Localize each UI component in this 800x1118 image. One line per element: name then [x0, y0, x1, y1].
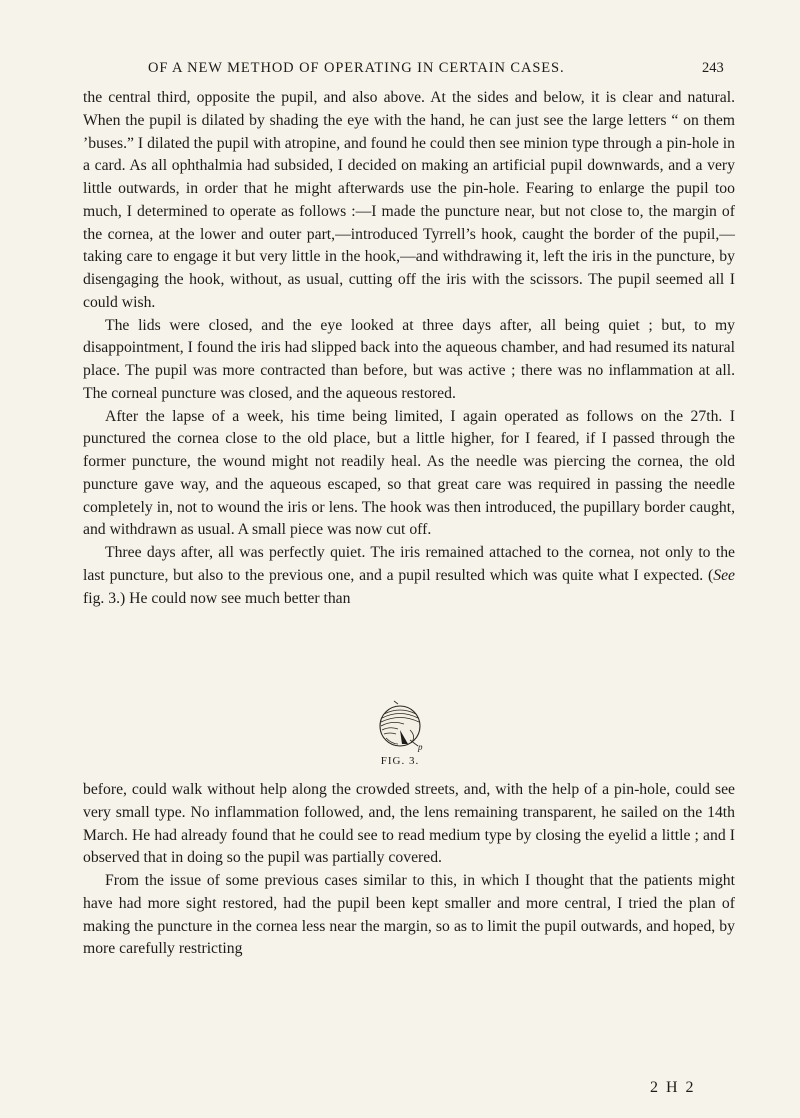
see-reference: See [713, 566, 735, 584]
paragraph-text: Three days after, all was perfectly quiet. The iris remained attached to the cornea, not only to the last puncture, but also to the previous one, and a pupil resulted which was quite what I expected. ( [83, 544, 735, 584]
paragraph: After the lapse of a week, his time being limited, I again operated as follows on the 27th. I punctured the cornea close to the old place, but a little higher, for I feared, if I passed through the former puncture, the wound might not readily heal. As the needle was piercing the cornea, the old puncture gave way, and the aqueous escaped, so that great care was required in passing the needle completely in, not to wound the iris or lens. The hook was then introduced, the pupillary border caught, and withdrawn as usual. A small piece was now cut off. [83, 407, 735, 539]
running-header [0, 60, 800, 84]
running-title: OF A NEW METHOD OF OPERATING IN CERTAIN CASES. [148, 60, 565, 76]
body-text-top [83, 87, 735, 610]
page-number: 243 [702, 60, 724, 76]
paragraph: the central third, opposite the pupil, and also above. At the sides and below, it is clear and natural. When the pupil is dilated by shading the eye with the hand, he can just see the large letters “ on them ’buses.” I dilated the pupil with atropine, and found he could then see minion type through a pin-hole in a card. As all ophthalmia had subsided, I decided on making an artificial pupil downwards, and a very little outwards, in order that he might afterwards use the pin-hole. Fearing to enlarge the pupil too much, I determined to operate as follows :—I made the puncture near, but not close to, the margin of the cornea, at the lower and outer part,—introduced Tyrrell’s hook, caught the border of the pupil,—taking care to engage it but very little in the hook,—and withdrawing it, left the iris in the puncture, by disengaging the hook, without, as usual, cutting off the iris with the scissors. The pupil seemed all I could wish. [83, 89, 735, 311]
signature-mark: 2 H 2 [650, 1079, 696, 1096]
paragraph [83, 542, 735, 610]
paragraph-text: fig. 3.) He could now see much better than [83, 589, 351, 607]
paragraph: before, could walk without help along the crowded streets, and, with the help of a pin-hole, could see very small type. No inflammation followed, and, the lens remaining transparent, he sailed on the 14th March. He had already found that he could see to read medium type by closing the eyelid a little ; and I observed that in doing so the pupil was partially covered. [83, 781, 735, 867]
figure-3 [360, 700, 440, 770]
paragraph: The lids were closed, and the eye looked at three days after, all being quiet ; but, to my disappointment, I found the iris had slipped back into the aqueous chamber, and had resumed its natural place. The pupil was more contracted than before, but was active ; there was no inflammation at all. The corneal puncture was closed, and the aqueous restored. [83, 316, 735, 402]
figure-caption: FIG. 3. [380, 755, 420, 767]
paragraph: From the issue of some previous cases similar to this, in which I thought that the patients might have had more sight restored, had the pupil been kept smaller and more central, I tried the plan of making the puncture in the cornea less near the margin, so as to limit the pupil outwards, and hoped, by more carefully restricting [83, 872, 735, 958]
figure-label-p: p [418, 742, 423, 752]
eye-illustration [360, 700, 440, 756]
body-text-bottom [83, 779, 735, 961]
